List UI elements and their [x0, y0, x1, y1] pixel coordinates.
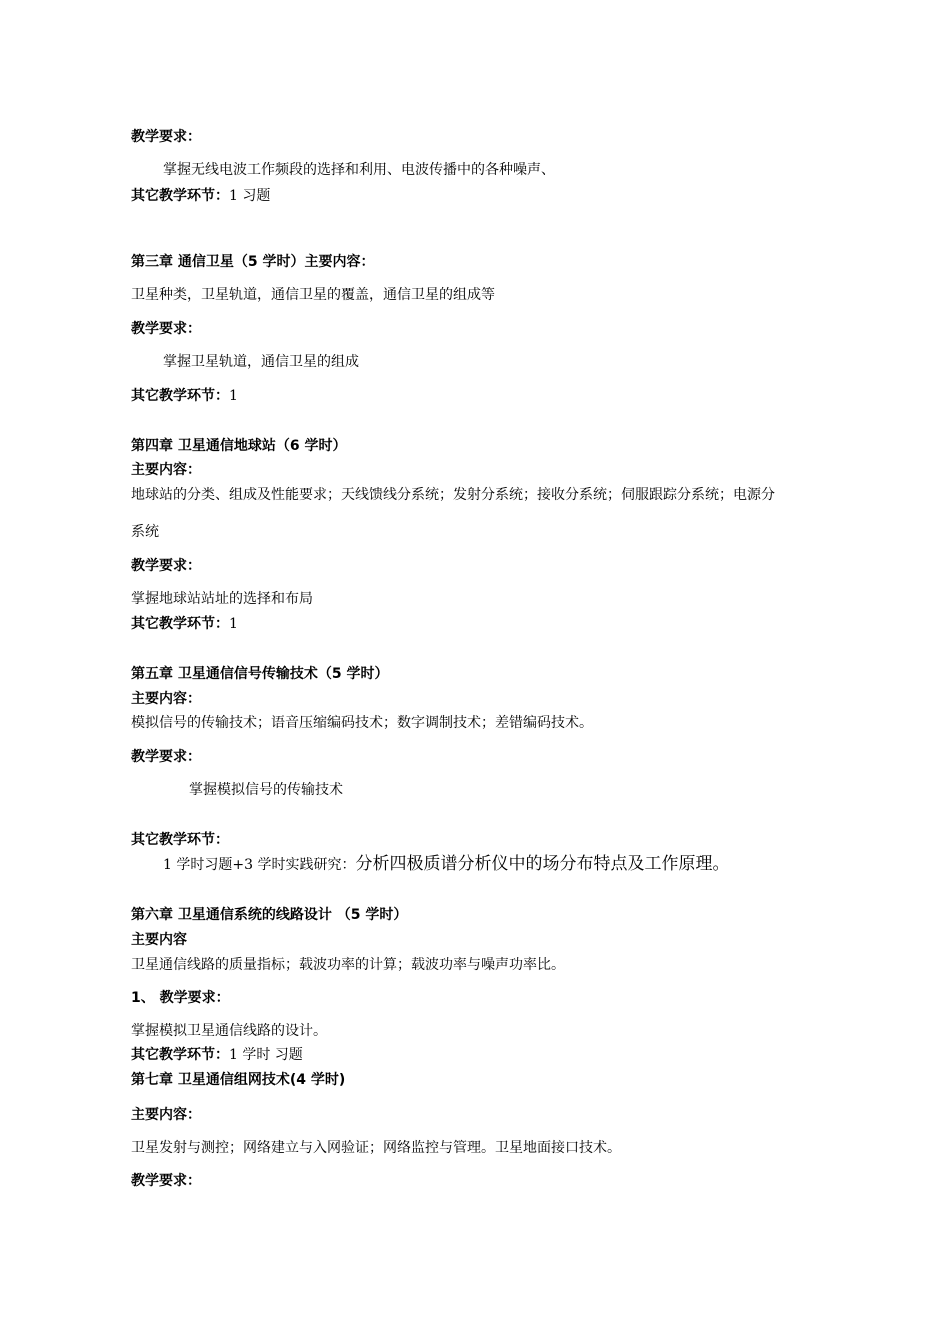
main-content-heading: 主要内容：: [131, 462, 201, 478]
teaching-requirements-heading: 教学要求：: [131, 129, 201, 145]
other-teaching-line: 其它教学环节：1 习题: [131, 188, 271, 204]
body-text: 地球站的分类、组成及性能要求；天线馈线分系统；发射分系统；接收分系统；伺服跟踪分系统；电源分: [131, 487, 775, 503]
body-text: 卫星种类，卫星轨道，通信卫星的覆盖，通信卫星的组成等: [131, 287, 495, 303]
teaching-requirements-heading: 1、 教学要求：: [131, 990, 230, 1006]
chapter-4-heading: 第四章 卫星通信地球站（6 学时）: [131, 438, 347, 454]
chapter-3-heading: 第三章 通信卫星（5 学时）主要内容：: [131, 254, 375, 270]
practice-text: 1 学时习题+3 学时实践研究：分析四极质谱分析仪中的场分布特点及工作原理。: [163, 854, 730, 874]
main-content-heading: 主要内容：: [131, 1107, 201, 1123]
teaching-requirements-heading: 教学要求：: [131, 558, 201, 574]
teaching-requirements-heading: 教学要求：: [131, 1173, 201, 1189]
chapter-6-heading: 第六章 卫星通信系统的线路设计 （5 学时）: [131, 907, 408, 923]
body-text: 卫星通信线路的质量指标；载波功率的计算；载波功率与噪声功率比。: [131, 957, 565, 973]
body-text: 掌握地球站站址的选择和布局: [131, 591, 313, 607]
other-teaching-line: 其它教学环节：1 学时 习题: [131, 1047, 303, 1063]
teaching-requirements-heading: 教学要求：: [131, 749, 201, 765]
main-content-heading: 主要内容: [131, 932, 187, 948]
body-text: 系统: [131, 524, 159, 540]
other-teaching-line: 其它教学环节：1: [131, 616, 238, 632]
body-text: 掌握无线电波工作频段的选择和利用、电波传播中的各种噪声、: [163, 162, 555, 178]
body-text: 掌握模拟卫星通信线路的设计。: [131, 1023, 327, 1039]
body-text: 卫星发射与测控；网络建立与入网验证；网络监控与管理。卫星地面接口技术。: [131, 1140, 621, 1156]
chapter-7-heading: 第七章 卫星通信组网技术(4 学时): [131, 1072, 346, 1088]
body-text: 模拟信号的传输技术；语音压缩编码技术；数字调制技术；差错编码技术。: [131, 715, 593, 731]
other-teaching-line: 其它教学环节：1: [131, 388, 238, 404]
chapter-5-heading: 第五章 卫星通信信号传输技术（5 学时）: [131, 666, 389, 682]
body-text: 掌握卫星轨道，通信卫星的组成: [163, 354, 359, 370]
main-content-heading: 主要内容：: [131, 691, 201, 707]
teaching-requirements-heading: 教学要求：: [131, 321, 201, 337]
other-teaching-heading: 其它教学环节：: [131, 832, 229, 848]
body-text: 掌握模拟信号的传输技术: [189, 782, 343, 798]
